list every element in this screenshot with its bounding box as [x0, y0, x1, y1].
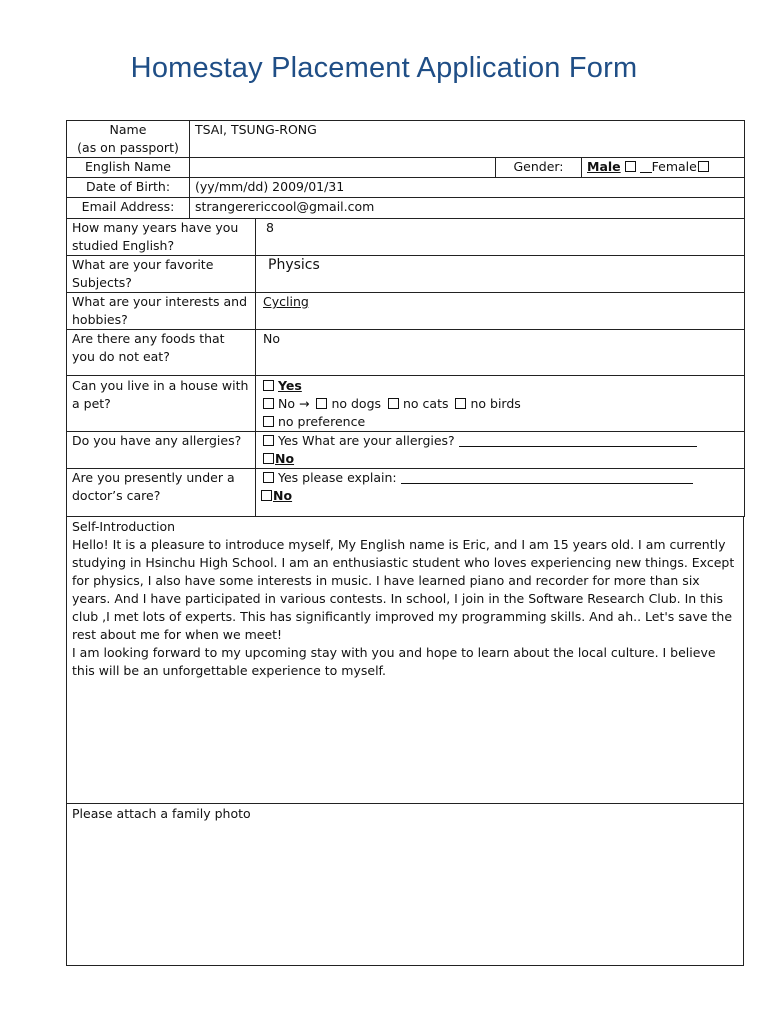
pet-yes-option[interactable]: Yes: [263, 377, 739, 395]
family-photo-box[interactable]: [67, 804, 744, 966]
self-introduction-label: Self-Introduction: [72, 519, 176, 534]
dob-label: Date of Birth:: [67, 178, 190, 198]
pet-yes-checkbox[interactable]: [263, 380, 274, 391]
interests-question: What are your interests and hobbies?: [67, 293, 256, 330]
personal-info-table: [66, 120, 745, 219]
email-field[interactable]: strangerericcool@gmail.com: [190, 198, 745, 219]
gender-male-label: Male: [587, 159, 621, 174]
pet-no-cats-checkbox[interactable]: [388, 398, 399, 409]
doctor-no-checkbox[interactable]: [261, 490, 272, 501]
allergy-details-line[interactable]: [459, 433, 697, 447]
doctor-explain-line[interactable]: [401, 470, 693, 484]
years-question: How many years have you studied English?: [67, 219, 256, 256]
email-label: Email Address:: [67, 198, 190, 219]
self-introduction-paragraph-1: Hello! It is a pleasure to introduce myself, My English name is Eric, and I am 15 years old. I am currently studying in Hsinchu High School. I am an enthusiastic student who loves experiencing new things. Except for physics, I also have some interests in music. I have learned piano and recorder for more than six years. And I have participated in various contests. In school, I join in the Software Research Club. In this club ,I met lots of experts. This has significantly improved my programming skills. And ah.. Let's save the rest about me for when we meet!: [72, 537, 735, 642]
gender-label: Gender:: [496, 158, 582, 178]
pet-no-preference-checkbox[interactable]: [263, 416, 274, 427]
pet-no-checkbox[interactable]: [263, 398, 274, 409]
doctor-question: Are you presently under a doctor’s care?: [67, 469, 256, 517]
years-answer[interactable]: 8: [256, 219, 745, 256]
pet-question: Can you live in a house with a pet?: [67, 376, 256, 432]
allergy-question: Do you have any allergies?: [67, 432, 256, 469]
gender-male-checkbox[interactable]: [625, 161, 636, 172]
family-photo-label: Please attach a family photo: [72, 806, 251, 821]
self-introduction-paragraph-2: I am looking forward to my upcoming stay with you and hope to learn about the local culture. I believe this will be an unforgettable experience to myself.: [72, 645, 716, 678]
interests-answer[interactable]: Cycling: [256, 293, 745, 330]
pet-no-option: No → no dogs no cats no birds: [263, 395, 739, 413]
gender-female-label: Female: [651, 159, 697, 174]
questions-table: [66, 219, 745, 517]
page-title: Homestay Placement Application Form: [130, 52, 638, 84]
foods-question: Are there any foods that you do not eat?: [67, 330, 256, 376]
allergy-yes-checkbox[interactable]: [263, 435, 274, 446]
application-form: [66, 120, 744, 966]
english-name-label: English Name: [67, 158, 190, 178]
self-introduction-box[interactable]: [67, 517, 744, 804]
doctor-yes-checkbox[interactable]: [263, 472, 274, 483]
allergy-answer: Yes What are your allergies? No: [256, 432, 745, 469]
pet-answer: [256, 376, 745, 432]
doctor-answer: Yes please explain: No: [256, 469, 745, 517]
pet-no-dogs-checkbox[interactable]: [316, 398, 327, 409]
pet-no-birds-checkbox[interactable]: [455, 398, 466, 409]
gender-spacer: [640, 159, 652, 173]
name-label: Name (as on passport): [67, 121, 190, 158]
gender-female-checkbox[interactable]: [698, 161, 709, 172]
gender-field: [582, 158, 745, 178]
allergy-no-checkbox[interactable]: [263, 453, 274, 464]
subjects-question: What are your favorite Subjects?: [67, 256, 256, 293]
pet-no-preference-option[interactable]: no preference: [263, 413, 739, 431]
dob-field[interactable]: (yy/mm/dd) 2009/01/31: [190, 178, 745, 198]
foods-answer[interactable]: No: [256, 330, 745, 376]
subjects-answer[interactable]: Physics: [256, 256, 745, 293]
english-name-field[interactable]: [190, 158, 496, 178]
intro-table: [66, 517, 744, 966]
name-field[interactable]: TSAI, TSUNG-RONG: [190, 121, 745, 158]
